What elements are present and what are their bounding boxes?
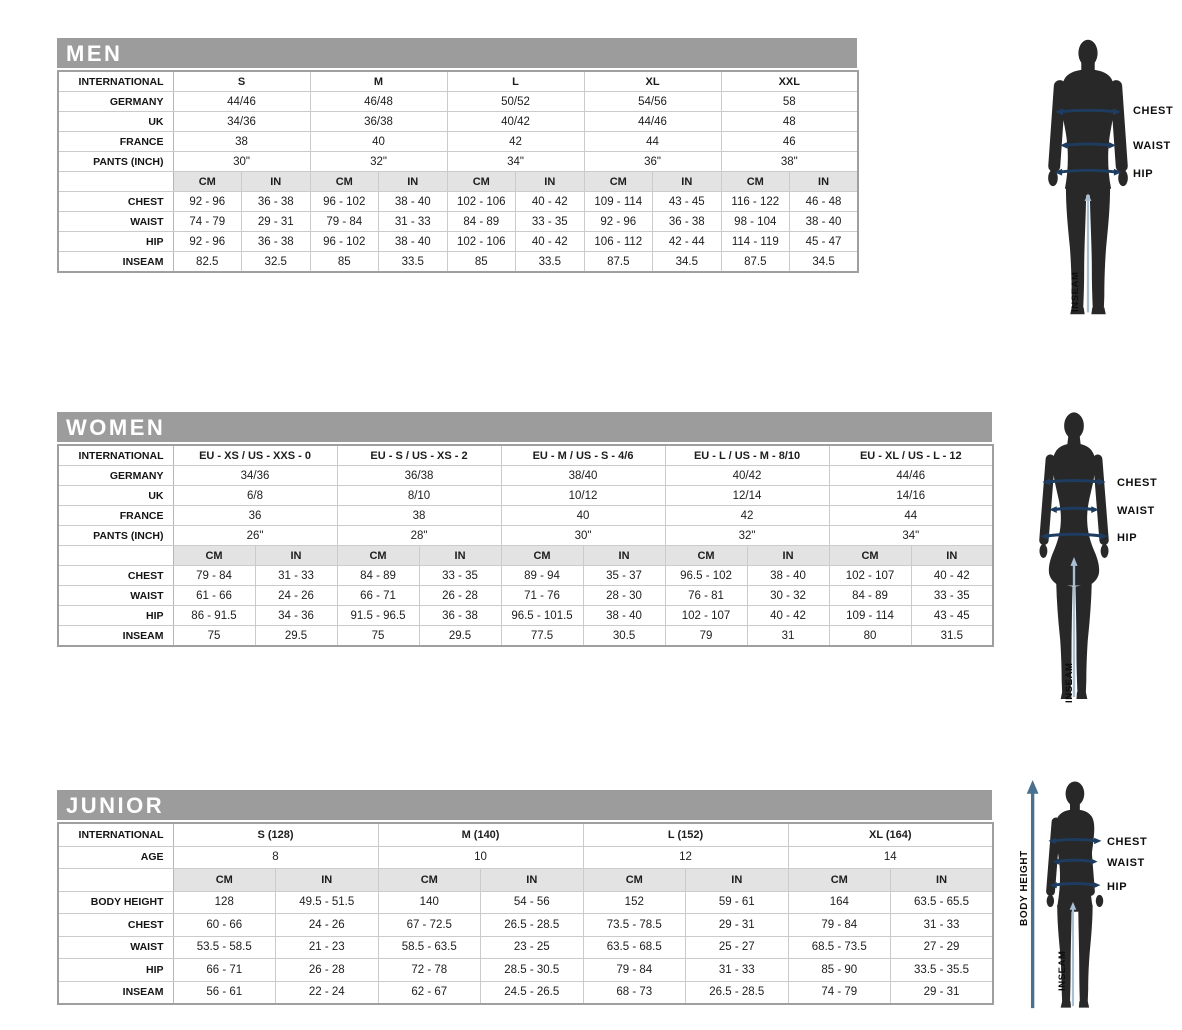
chest-label: CHEST — [1133, 105, 1174, 117]
women-size-table — [57, 444, 994, 647]
waist-label: WAIST — [1107, 857, 1145, 869]
table-cell: M — [310, 71, 447, 92]
table-cell: 32" — [310, 152, 447, 172]
unit-header-cell: CM — [829, 546, 911, 566]
table-cell: L (152) — [583, 823, 788, 846]
unit-header-cell: IN — [891, 869, 994, 892]
waist-arrowhead-icon — [1091, 858, 1098, 864]
table-cell: 140 — [378, 891, 481, 914]
table-cell: 40 - 42 — [516, 232, 585, 252]
table-cell: 30 - 32 — [747, 586, 829, 606]
row-label: WAIST — [58, 936, 173, 959]
table-cell: 24 - 26 — [255, 586, 337, 606]
chest-measure-line — [1046, 481, 1101, 482]
table-cell: 92 - 96 — [173, 232, 242, 252]
table-cell: 36 - 38 — [419, 606, 501, 626]
table-cell: 84 - 89 — [447, 212, 516, 232]
table-cell: 87.5 — [584, 252, 653, 273]
junior-size-table — [57, 822, 994, 1005]
table-cell: 32" — [665, 526, 829, 546]
table-cell: 62 - 67 — [378, 981, 481, 1004]
row-label: CHEST — [58, 914, 173, 937]
table-row — [58, 846, 993, 869]
waist-measure-line — [1053, 508, 1094, 509]
table-cell: 38" — [721, 152, 858, 172]
table-cell: 31 - 33 — [255, 566, 337, 586]
table-cell: EU - M / US - S - 4/6 — [501, 445, 665, 466]
table-cell: 40 — [310, 132, 447, 152]
unit-header-row — [58, 546, 993, 566]
table-cell: 84 - 89 — [337, 566, 419, 586]
table-cell: 30" — [173, 152, 310, 172]
table-cell: 73.5 - 78.5 — [583, 914, 686, 937]
hip-measure-line — [1053, 883, 1096, 885]
unit-header-cell: IN — [276, 869, 379, 892]
row-label: BODY HEIGHT — [58, 891, 173, 914]
unit-header-cell: IN — [911, 546, 993, 566]
unit-header-cell: CM — [583, 869, 686, 892]
row-label: FRANCE — [58, 132, 173, 152]
table-cell: 96.5 - 101.5 — [501, 606, 583, 626]
table-cell: 48 — [721, 112, 858, 132]
table-cell: 58 — [721, 92, 858, 112]
unit-header-cell: IN — [255, 546, 337, 566]
table-cell: 38 - 40 — [379, 192, 448, 212]
table-cell: 68.5 - 73.5 — [788, 936, 891, 959]
table-cell: 53.5 - 58.5 — [173, 936, 276, 959]
table-cell: 35 - 37 — [583, 566, 665, 586]
hip-arrowhead-icon — [1093, 882, 1100, 888]
table-row — [58, 466, 993, 486]
table-cell: 28.5 - 30.5 — [481, 959, 584, 982]
table-cell: 33 - 35 — [516, 212, 585, 232]
table-row — [58, 936, 993, 959]
table-cell: 91.5 - 96.5 — [337, 606, 419, 626]
row-label: PANTS (INCH) — [58, 152, 173, 172]
row-label: CHEST — [58, 192, 173, 212]
table-cell: 34 - 36 — [255, 606, 337, 626]
table-cell: 29 - 31 — [891, 981, 994, 1004]
table-cell: 8/10 — [337, 486, 501, 506]
table-cell: 102 - 106 — [447, 232, 516, 252]
table-cell: 106 - 112 — [584, 232, 653, 252]
table-cell: 72 - 78 — [378, 959, 481, 982]
table-cell: 74 - 79 — [788, 981, 891, 1004]
table-cell: 50/52 — [447, 92, 584, 112]
unit-header-cell: IN — [583, 546, 665, 566]
row-label — [58, 869, 173, 892]
table-cell: 66 - 71 — [337, 586, 419, 606]
table-cell: 43 - 45 — [911, 606, 993, 626]
table-cell: 67 - 72.5 — [378, 914, 481, 937]
table-cell: 76 - 81 — [665, 586, 747, 606]
table-cell: 36 - 38 — [653, 212, 722, 232]
table-cell: 44 — [584, 132, 721, 152]
table-cell: 85 — [447, 252, 516, 273]
table-cell: 31 - 33 — [379, 212, 448, 232]
table-cell: 63.5 - 68.5 — [583, 936, 686, 959]
chest-label: CHEST — [1117, 477, 1158, 489]
table-row — [58, 445, 993, 466]
table-cell: 38 - 40 — [790, 212, 859, 232]
table-cell: 36 - 38 — [242, 232, 311, 252]
table-cell: 58.5 - 63.5 — [378, 936, 481, 959]
junior-silhouette — [1046, 781, 1103, 1007]
row-label: GERMANY — [58, 466, 173, 486]
table-cell: 45 - 47 — [790, 232, 859, 252]
table-cell: 36" — [584, 152, 721, 172]
unit-header-cell: CM — [173, 546, 255, 566]
row-label: HIP — [58, 232, 173, 252]
table-cell: 38 - 40 — [583, 606, 665, 626]
unit-header-cell: CM — [337, 546, 419, 566]
table-row — [58, 192, 858, 212]
table-cell: 44/46 — [829, 466, 993, 486]
table-cell: 84 - 89 — [829, 586, 911, 606]
table-cell: 102 - 107 — [665, 606, 747, 626]
row-label: WAIST — [58, 586, 173, 606]
unit-header-cell: IN — [379, 172, 448, 192]
waist-measure-line — [1064, 144, 1112, 145]
table-cell: 29 - 31 — [242, 212, 311, 232]
table-cell: 29.5 — [419, 626, 501, 647]
table-cell: 54/56 — [584, 92, 721, 112]
table-cell: 34/36 — [173, 112, 310, 132]
table-cell: 24 - 26 — [276, 914, 379, 937]
table-cell: 79 - 84 — [583, 959, 686, 982]
unit-header-cell: CM — [447, 172, 516, 192]
table-cell: XL — [584, 71, 721, 92]
table-cell: 33 - 35 — [419, 566, 501, 586]
table-cell: 109 - 114 — [829, 606, 911, 626]
waist-measure-line — [1056, 860, 1093, 861]
body-height-arrowhead-icon — [1027, 780, 1039, 794]
table-cell: 23 - 25 — [481, 936, 584, 959]
table-cell: 74 - 79 — [173, 212, 242, 232]
unit-header-cell: CM — [721, 172, 790, 192]
table-cell: 14 — [788, 846, 993, 869]
junior-silhouette-graphic — [1013, 778, 1128, 1014]
table-cell: 75 — [337, 626, 419, 647]
table-cell: 114 - 119 — [721, 232, 790, 252]
hip-label: HIP — [1107, 881, 1128, 893]
table-cell: 31 - 33 — [891, 914, 994, 937]
table-cell: EU - L / US - M - 8/10 — [665, 445, 829, 466]
table-cell: 12 — [583, 846, 788, 869]
unit-header-cell: CM — [378, 869, 481, 892]
table-cell: 46 — [721, 132, 858, 152]
table-cell: 77.5 — [501, 626, 583, 647]
table-row — [58, 506, 993, 526]
table-cell: XL (164) — [788, 823, 993, 846]
table-cell: 26 - 28 — [419, 586, 501, 606]
row-label: INSEAM — [58, 626, 173, 647]
table-cell: EU - XS / US - XXS - 0 — [173, 445, 337, 466]
unit-header-cell: IN — [242, 172, 311, 192]
table-cell: 79 - 84 — [788, 914, 891, 937]
table-cell: 26" — [173, 526, 337, 546]
table-cell: 36/38 — [310, 112, 447, 132]
table-cell: 29 - 31 — [686, 914, 789, 937]
table-cell: 152 — [583, 891, 686, 914]
table-cell: 31.5 — [911, 626, 993, 647]
table-cell: 80 — [829, 626, 911, 647]
table-cell: 27 - 29 — [891, 936, 994, 959]
table-row — [58, 606, 993, 626]
table-cell: 44 — [829, 506, 993, 526]
table-cell: 26.5 - 28.5 — [481, 914, 584, 937]
table-row — [58, 212, 858, 232]
unit-header-cell: IN — [516, 172, 585, 192]
table-cell: M (140) — [378, 823, 583, 846]
table-cell: 92 - 96 — [584, 212, 653, 232]
unit-header-cell: IN — [419, 546, 501, 566]
table-cell: 31 - 33 — [686, 959, 789, 982]
table-row — [58, 959, 993, 982]
table-cell: 40 - 42 — [911, 566, 993, 586]
row-label — [58, 172, 173, 192]
table-cell: 24.5 - 26.5 — [481, 981, 584, 1004]
table-cell: EU - XL / US - L - 12 — [829, 445, 993, 466]
table-cell: 44/46 — [173, 92, 310, 112]
row-label: INTERNATIONAL — [58, 445, 173, 466]
table-cell: 26.5 - 28.5 — [686, 981, 789, 1004]
row-label: INSEAM — [58, 981, 173, 1004]
unit-header-cell: CM — [501, 546, 583, 566]
waist-label: WAIST — [1133, 140, 1171, 152]
table-row — [58, 586, 993, 606]
table-row — [58, 526, 993, 546]
unit-header-row — [58, 172, 858, 192]
table-cell: 8 — [173, 846, 378, 869]
table-row — [58, 626, 993, 647]
table-cell: XXL — [721, 71, 858, 92]
table-cell: 29.5 — [255, 626, 337, 647]
table-cell: 34.5 — [653, 252, 722, 273]
row-label: INSEAM — [58, 252, 173, 273]
junior-section-title: JUNIOR — [57, 790, 992, 820]
unit-header-cell: IN — [653, 172, 722, 192]
table-cell: 38 — [173, 132, 310, 152]
table-cell: 79 - 84 — [173, 566, 255, 586]
table-cell: 14/16 — [829, 486, 993, 506]
table-cell: 21 - 23 — [276, 936, 379, 959]
table-cell: 128 — [173, 891, 276, 914]
table-cell: 22 - 24 — [276, 981, 379, 1004]
table-cell: 89 - 94 — [501, 566, 583, 586]
table-cell: 33.5 — [516, 252, 585, 273]
table-row — [58, 132, 858, 152]
table-cell: 66 - 71 — [173, 959, 276, 982]
table-cell: 40 - 42 — [747, 606, 829, 626]
row-label: WAIST — [58, 212, 173, 232]
table-cell: 10 — [378, 846, 583, 869]
table-cell: 33.5 - 35.5 — [891, 959, 994, 982]
table-cell: 49.5 - 51.5 — [276, 891, 379, 914]
men-silhouette-graphic — [1040, 34, 1136, 320]
table-cell: S (128) — [173, 823, 378, 846]
chest-arrowhead-icon — [1094, 838, 1101, 844]
table-cell: 26 - 28 — [276, 959, 379, 982]
table-cell: 63.5 - 65.5 — [891, 891, 994, 914]
table-row — [58, 92, 858, 112]
inseam-label: INSEAM — [1070, 271, 1081, 313]
table-cell: 68 - 73 — [583, 981, 686, 1004]
table-cell: 34" — [447, 152, 584, 172]
unit-header-cell: CM — [310, 172, 379, 192]
table-cell: 87.5 — [721, 252, 790, 273]
table-cell: 40/42 — [447, 112, 584, 132]
row-label: GERMANY — [58, 92, 173, 112]
table-cell: 36 — [173, 506, 337, 526]
table-cell: 40/42 — [665, 466, 829, 486]
table-cell: 61 - 66 — [173, 586, 255, 606]
row-label: INTERNATIONAL — [58, 71, 173, 92]
row-label: AGE — [58, 846, 173, 869]
table-row — [58, 823, 993, 846]
table-cell: 85 — [310, 252, 379, 273]
row-label: FRANCE — [58, 506, 173, 526]
table-row — [58, 71, 858, 92]
junior-figure — [1005, 772, 1182, 1030]
row-label: INTERNATIONAL — [58, 823, 173, 846]
table-cell: 96 - 102 — [310, 232, 379, 252]
unit-header-cell: CM — [788, 869, 891, 892]
chest-measure-line — [1059, 110, 1117, 111]
unit-header-cell: IN — [747, 546, 829, 566]
table-cell: 56 - 61 — [173, 981, 276, 1004]
table-cell: 116 - 122 — [721, 192, 790, 212]
table-cell: 32.5 — [242, 252, 311, 273]
table-cell: 43 - 45 — [653, 192, 722, 212]
table-row — [58, 152, 858, 172]
table-cell: 96 - 102 — [310, 192, 379, 212]
row-label: UK — [58, 112, 173, 132]
table-cell: 164 — [788, 891, 891, 914]
table-row — [58, 891, 993, 914]
table-cell: 34/36 — [173, 466, 337, 486]
table-cell: 34.5 — [790, 252, 859, 273]
table-cell: 92 - 96 — [173, 192, 242, 212]
row-label: PANTS (INCH) — [58, 526, 173, 546]
men-size-table — [57, 70, 859, 273]
unit-header-cell: IN — [686, 869, 789, 892]
table-cell: 79 - 84 — [310, 212, 379, 232]
table-cell: 31 — [747, 626, 829, 647]
table-cell: 12/14 — [665, 486, 829, 506]
table-cell: 40 — [501, 506, 665, 526]
table-cell: 38/40 — [501, 466, 665, 486]
table-cell: 46 - 48 — [790, 192, 859, 212]
unit-header-cell: CM — [173, 172, 242, 192]
table-cell: 59 - 61 — [686, 891, 789, 914]
row-label — [58, 546, 173, 566]
table-cell: 82.5 — [173, 252, 242, 273]
unit-header-cell: CM — [665, 546, 747, 566]
table-cell: 98 - 104 — [721, 212, 790, 232]
table-row — [58, 112, 858, 132]
table-cell: 34" — [829, 526, 993, 546]
table-cell: 38 - 40 — [379, 232, 448, 252]
table-cell: 6/8 — [173, 486, 337, 506]
unit-header-cell: IN — [790, 172, 859, 192]
table-cell: 36 - 38 — [242, 192, 311, 212]
table-cell: 85 - 90 — [788, 959, 891, 982]
table-cell: 38 - 40 — [747, 566, 829, 586]
table-cell: 33.5 — [379, 252, 448, 273]
waist-label: WAIST — [1117, 505, 1155, 517]
hip-label: HIP — [1133, 168, 1154, 180]
table-row — [58, 566, 993, 586]
table-row — [58, 981, 993, 1004]
women-section-title: WOMEN — [57, 412, 992, 442]
table-cell: S — [173, 71, 310, 92]
row-label: HIP — [58, 606, 173, 626]
table-cell: 96.5 - 102 — [665, 566, 747, 586]
table-cell: 33 - 35 — [911, 586, 993, 606]
inseam-label: INSEAM — [1057, 950, 1068, 992]
table-cell: 60 - 66 — [173, 914, 276, 937]
table-row — [58, 914, 993, 937]
row-label: UK — [58, 486, 173, 506]
table-cell: 79 — [665, 626, 747, 647]
table-cell: 42 - 44 — [653, 232, 722, 252]
row-label: HIP — [58, 959, 173, 982]
table-cell: 36/38 — [337, 466, 501, 486]
row-label: CHEST — [58, 566, 173, 586]
table-cell: 75 — [173, 626, 255, 647]
table-cell: 102 - 106 — [447, 192, 516, 212]
table-cell: 109 - 114 — [584, 192, 653, 212]
unit-header-cell: CM — [584, 172, 653, 192]
table-cell: L — [447, 71, 584, 92]
hip-label: HIP — [1117, 532, 1138, 544]
men-figure — [1008, 30, 1182, 330]
unit-header-cell: IN — [481, 869, 584, 892]
table-cell: 40 - 42 — [516, 192, 585, 212]
chest-label: CHEST — [1107, 836, 1148, 848]
table-row — [58, 232, 858, 252]
table-cell: EU - S / US - XS - 2 — [337, 445, 501, 466]
table-cell: 38 — [337, 506, 501, 526]
table-cell: 10/12 — [501, 486, 665, 506]
table-cell: 44/46 — [584, 112, 721, 132]
table-cell: 42 — [665, 506, 829, 526]
chest-measure-line — [1052, 839, 1097, 840]
table-cell: 54 - 56 — [481, 891, 584, 914]
table-cell: 30.5 — [583, 626, 665, 647]
unit-header-cell: CM — [173, 869, 276, 892]
women-figure — [1008, 403, 1182, 708]
table-row — [58, 486, 993, 506]
table-cell: 46/48 — [310, 92, 447, 112]
inseam-label: INSEAM — [1064, 662, 1075, 704]
men-section-title: MEN — [57, 38, 857, 68]
body-height-label: BODY HEIGHT — [1019, 850, 1030, 926]
unit-header-row — [58, 869, 993, 892]
table-cell: 25 - 27 — [686, 936, 789, 959]
table-cell: 86 - 91.5 — [173, 606, 255, 626]
table-row — [58, 252, 858, 273]
table-cell: 30" — [501, 526, 665, 546]
table-cell: 28 - 30 — [583, 586, 665, 606]
table-cell: 102 - 107 — [829, 566, 911, 586]
table-cell: 71 - 76 — [501, 586, 583, 606]
table-cell: 28" — [337, 526, 501, 546]
table-cell: 42 — [447, 132, 584, 152]
